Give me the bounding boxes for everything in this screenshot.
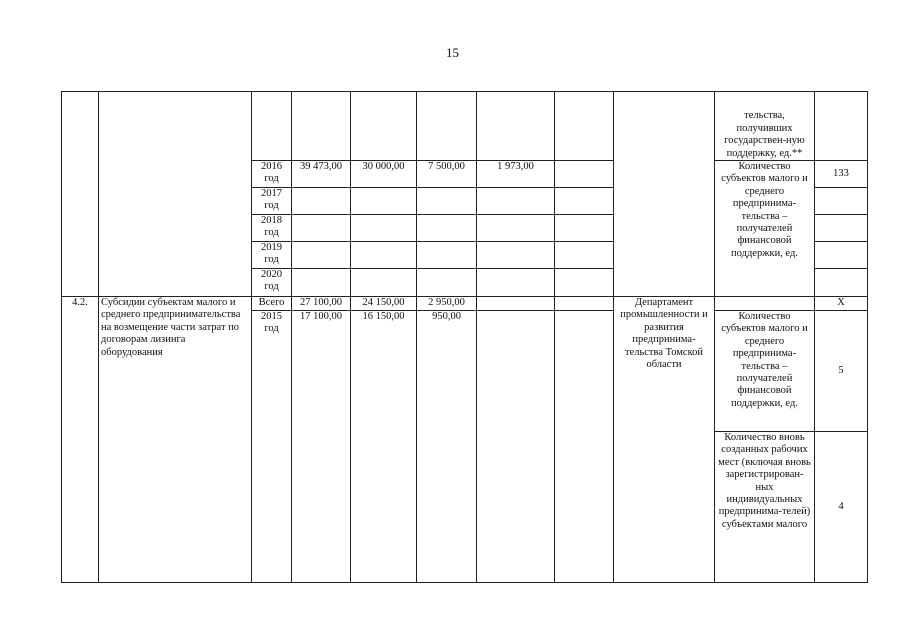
indicator-text: тельства, получивших государствен-ную поддержку, ед.** bbox=[715, 92, 815, 161]
other-cell bbox=[555, 215, 614, 242]
year-cell: 2016 год bbox=[252, 161, 292, 188]
year-cell: 2018 год bbox=[252, 215, 292, 242]
executor-cell-empty bbox=[614, 92, 715, 297]
year-cell: 2015 год bbox=[252, 311, 292, 583]
total-cell bbox=[292, 188, 351, 215]
year-cell: 2017 год bbox=[252, 188, 292, 215]
year-cell: 2020 год bbox=[252, 269, 292, 297]
reg-cell bbox=[417, 188, 477, 215]
total-cell bbox=[292, 269, 351, 297]
total-cell bbox=[292, 215, 351, 242]
indicator-value bbox=[815, 242, 868, 269]
reg-cell bbox=[417, 269, 477, 297]
page-number: 15 bbox=[446, 45, 459, 60]
indicator-value bbox=[815, 188, 868, 215]
total-cell: 39 473,00 bbox=[292, 161, 351, 188]
indicator-value bbox=[815, 215, 868, 242]
total-cell bbox=[292, 92, 351, 161]
loc-cell bbox=[477, 215, 555, 242]
other-cell bbox=[555, 92, 614, 161]
year-cell bbox=[252, 92, 292, 161]
reg-cell bbox=[417, 215, 477, 242]
indicator-value: Х bbox=[815, 297, 868, 311]
fed-cell: 30 000,00 bbox=[351, 161, 417, 188]
other-cell bbox=[555, 242, 614, 269]
loc-cell bbox=[477, 92, 555, 161]
indicator-value: 133 bbox=[815, 161, 868, 188]
reg-cell: 7 500,00 bbox=[417, 161, 477, 188]
other-cell bbox=[555, 311, 614, 583]
loc-cell bbox=[477, 297, 555, 311]
other-cell bbox=[555, 269, 614, 297]
indicator-value bbox=[815, 92, 868, 161]
loc-cell bbox=[477, 311, 555, 583]
indicator-text: Количество вновь созданных рабочих мест (включая вновь зарегистрирован-ных индивидуальных предпринима-телей) субъектами малого bbox=[715, 432, 815, 583]
indicator-value: 4 bbox=[815, 432, 868, 583]
name-cell-empty bbox=[99, 92, 252, 297]
indicator-text: Количество субъектов малого и среднего предпринима-тельства – получателей финансовой поддержки, ед. bbox=[715, 311, 815, 432]
other-cell bbox=[555, 188, 614, 215]
indicator-text: Количество субъектов малого и среднего предпринима-тельства – получателей финансовой поддержки, ед. bbox=[715, 161, 815, 297]
loc-cell bbox=[477, 269, 555, 297]
reg-cell bbox=[417, 242, 477, 269]
total-cell bbox=[292, 242, 351, 269]
item-number: 4.2. bbox=[62, 297, 99, 583]
fed-cell bbox=[351, 188, 417, 215]
indicator-text bbox=[715, 297, 815, 311]
indicator-value: 5 bbox=[815, 311, 868, 432]
table-row bbox=[62, 92, 868, 161]
year-cell: Всего bbox=[252, 297, 292, 311]
fed-cell bbox=[351, 92, 417, 161]
fed-cell bbox=[351, 269, 417, 297]
table-row bbox=[62, 297, 868, 311]
fed-cell: 24 150,00 bbox=[351, 297, 417, 311]
total-cell: 27 100,00 bbox=[292, 297, 351, 311]
loc-cell bbox=[477, 188, 555, 215]
program-table bbox=[61, 91, 868, 583]
total-cell: 17 100,00 bbox=[292, 311, 351, 583]
fed-cell bbox=[351, 215, 417, 242]
reg-cell: 950,00 bbox=[417, 311, 477, 583]
loc-cell bbox=[477, 242, 555, 269]
other-cell bbox=[555, 161, 614, 188]
other-cell bbox=[555, 297, 614, 311]
indicator-value bbox=[815, 269, 868, 297]
num-cell-empty bbox=[62, 92, 99, 297]
fed-cell: 16 150,00 bbox=[351, 311, 417, 583]
item-name: Субсидии субъектам малого и среднего предпринимательства на возмещение части затрат по договорам лизинга оборудования bbox=[99, 297, 252, 583]
fed-cell bbox=[351, 242, 417, 269]
executor-cell: Департамент промышленности и развития предпринима-тельства Томской области bbox=[614, 297, 715, 583]
year-cell: 2019 год bbox=[252, 242, 292, 269]
reg-cell bbox=[417, 92, 477, 161]
reg-cell: 2 950,00 bbox=[417, 297, 477, 311]
loc-cell: 1 973,00 bbox=[477, 161, 555, 188]
